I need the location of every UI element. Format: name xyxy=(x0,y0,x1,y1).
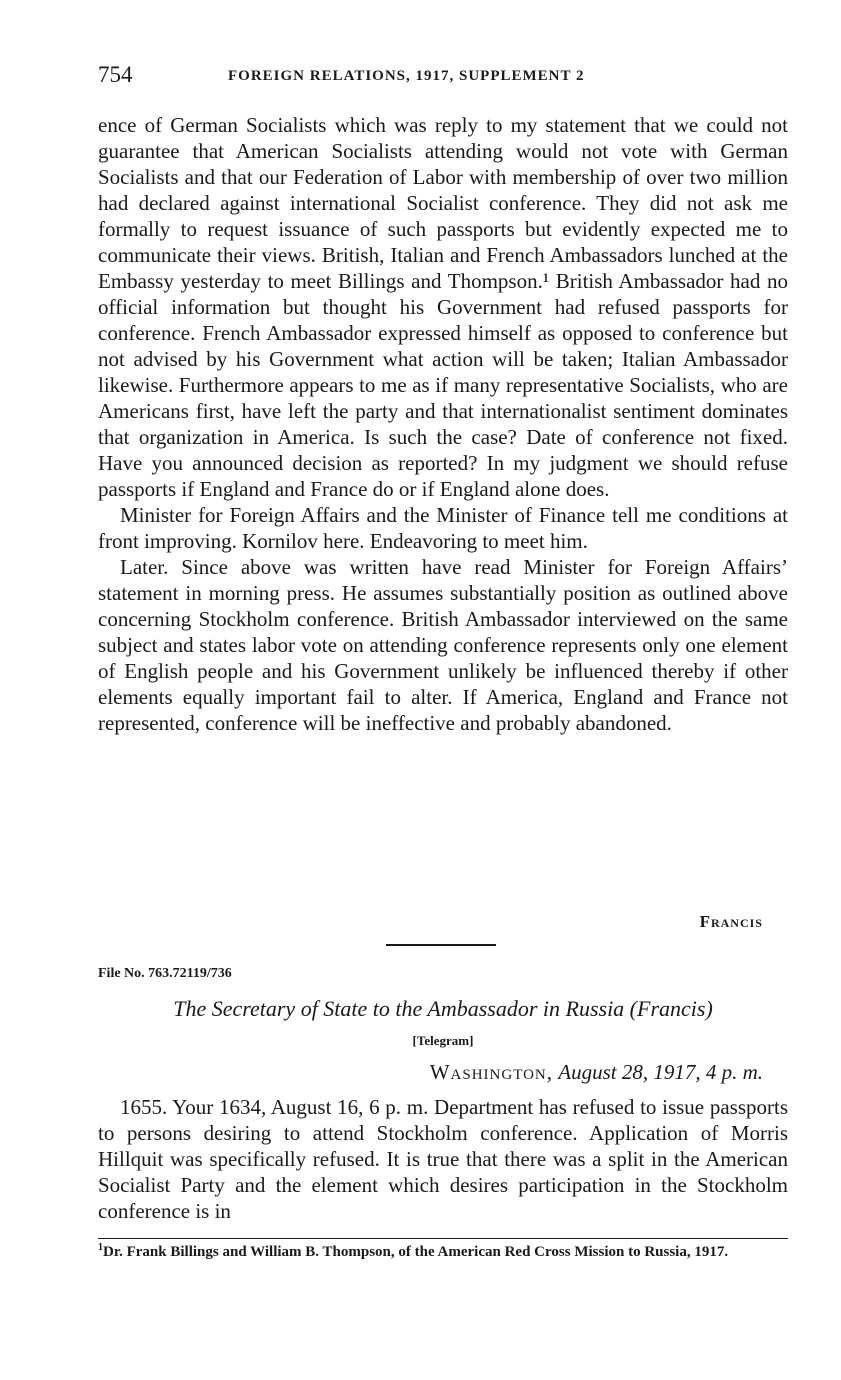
footnote-marker: 1 xyxy=(98,1242,103,1253)
footnote-divider xyxy=(98,1238,788,1239)
document-title: The Secretary of State to the Ambassador in Russia (Francis) xyxy=(173,996,713,1021)
dateline-date: August 28, 1917, 4 p. m. xyxy=(558,1060,763,1084)
page-header xyxy=(98,62,788,92)
document-type: [Telegram] xyxy=(412,1033,474,1048)
dateline xyxy=(430,1060,763,1085)
dateline-place: Washington, xyxy=(429,1060,553,1084)
signature: Francis xyxy=(699,912,763,931)
continued-letter xyxy=(98,112,788,736)
running-head: FOREIGN RELATIONS, 1917, SUPPLEMENT 2 xyxy=(228,68,585,84)
section-divider xyxy=(386,944,496,946)
file-number: File No. 763.72119/736 xyxy=(98,966,232,981)
paragraph-1: ence of German Socialists which was reply to my statement that we could not guarantee that American Socialists attending would not vote with German Socialists and that our Federation of Labor with membership of over two million had declared against international Socialist conference. They did not ask me formally to request issuance of such passports but evidently expected me to communicate their views. British, Italian and French Ambassadors lunched at the Embassy yesterday to meet Billings and Thompson.¹ British Ambassador had no official information but thought his Government had refused passports for conference. French Ambassador expressed himself as opposed to conference but not advised by his Government what action will be taken; Italian Ambassador likewise. Furthermore appears to me as if many representative Socialists, who are Americans first, have left the party and that internationalist sentiment dominates that organization in America. Is such the case? Date of conference not fixed. Have you announced decision as reported? In my judgment we should refuse passports if England and France do or if England alone does. xyxy=(98,113,788,501)
paragraph-2: Minister for Foreign Affairs and the Minister of Finance tell me conditions at front improving. Kornilov here. Endeavoring to meet him. xyxy=(98,503,788,553)
footnote xyxy=(98,1244,788,1261)
telegram-body xyxy=(98,1094,788,1224)
footnote-text: Dr. Frank Billings and William B. Thompson, of the American Red Cross Mission to Russia, 1917. xyxy=(103,1244,729,1260)
page-number: 754 xyxy=(98,62,133,87)
telegram-paragraph: 1655. Your 1634, August 16, 6 p. m. Department has refused to issue passports to persons desiring to attend Stockholm conference. Application of Morris Hillquit was specifically refused. It is true that there was a split in the American Socialist Party and the element which desires participation in the Stockholm conference is in xyxy=(98,1095,788,1223)
paragraph-3: Later. Since above was written have read Minister for Foreign Affairs’ statement in morning press. He assumes substantially position as outlined above concerning Stockholm conference. British Ambassador interviewed on the same subject and states labor vote on attending conference represents only one element of English people and his Government unlikely be influenced thereby if other elements equally important fail to alter. If America, England and France not represented, conference will be ineffective and probably abandoned. xyxy=(98,555,788,735)
